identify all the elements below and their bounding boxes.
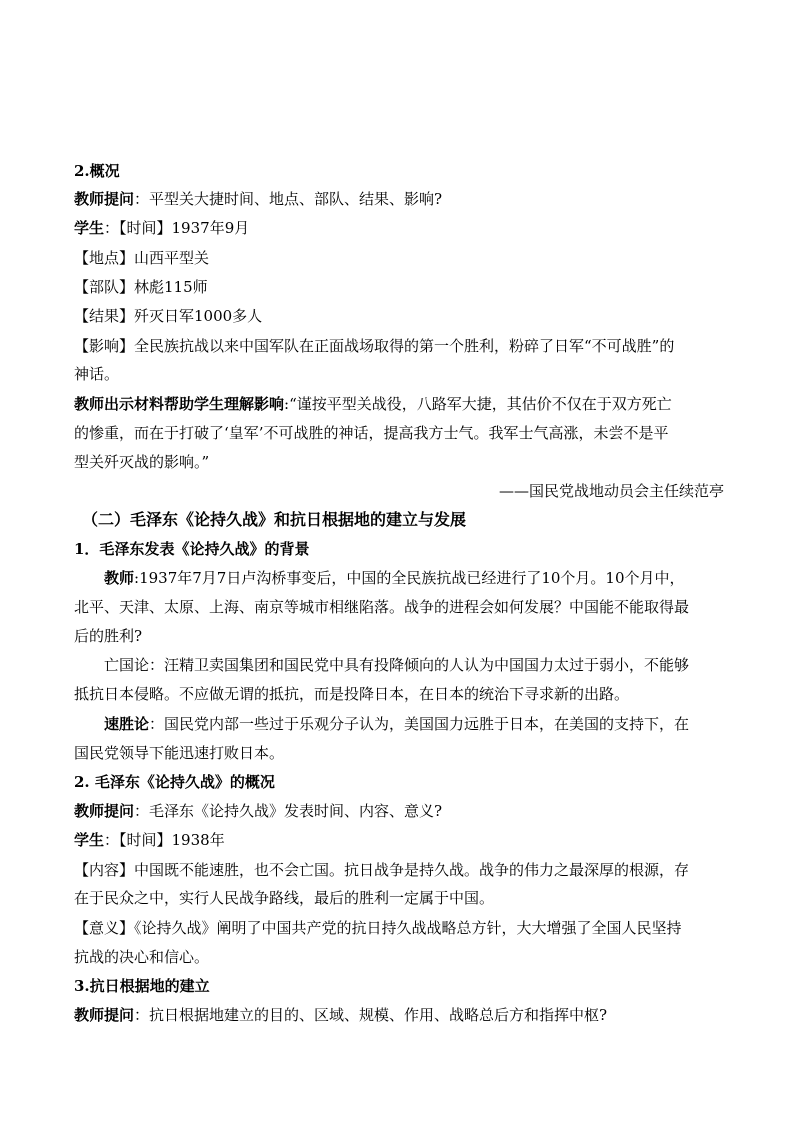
student-label: 学生 [74, 831, 105, 849]
student-answer-1 [74, 218, 724, 238]
material-label: 教师出示材料帮助学生理解影响 [74, 395, 285, 413]
part-heading: （二）毛泽东《论持久战》和抗日根据地的建立与发展 [82, 510, 467, 529]
teacher-background-text: :1937年7月7日卢沟桥事变后，中国的全民族抗战已经进行了10个月。10个月中， [134, 569, 685, 587]
material-source: ——国民党战地动员会主任续范亭 [498, 482, 724, 500]
susheng-line-1 [104, 714, 724, 734]
susheng-text: ：国民党内部一些过于乐观分子认为，美国国力远胜于日本，在美国的支持下，在 [149, 715, 690, 733]
material-line-2: 的惨重，而在于打破了‘皇军’不可战胜的神话，提高我方士气。我军士气高涨，未尝不是平 [74, 424, 669, 442]
answer-place: 【地点】山西平型关 [74, 249, 210, 267]
teacher-question-label: 教师提问 [74, 190, 135, 208]
teacher-question-2 [74, 801, 724, 821]
subsection-title-base-areas: 3.抗日根据地的建立 [74, 977, 210, 995]
section-title-overview: 2.概况 [74, 162, 120, 180]
student-answer-text: ：【时间】1937年9月 [104, 219, 250, 237]
teacher-background-line-1 [104, 568, 724, 588]
material-line-1 [74, 394, 724, 414]
teacher-question-text: ：抗日根据地建立的目的、区域、规模、作用、战略总后方和指挥中枢? [134, 1006, 608, 1024]
teacher-question-label: 教师提问 [74, 802, 135, 820]
subsection-title-background: 1．毛泽东发表《论持久战》的背景 [74, 540, 310, 558]
teacher-background-line-3: 后的胜利? [74, 627, 143, 645]
teacher-label: 教师 [104, 569, 135, 587]
susheng-label: 速胜论 [104, 715, 150, 733]
teacher-background-line-2: 北平、天津、太原、上海、南京等城市相继陷落。战争的进程会如何发展？中国能不能取得最 [74, 598, 690, 616]
susheng-line-2: 国民党领导下能迅速打败日本。 [74, 744, 285, 762]
answer-content-line-2: 在于民众之中，实行人民战争路线，最后的胜利一定属于中国。 [74, 889, 495, 907]
material-line-3: 型关歼灭战的影响。” [74, 453, 210, 471]
material-quote-start: :“谨按平型关战役，八路军大捷，其估价不仅在于双方死亡 [284, 395, 672, 413]
teacher-question-3 [74, 1005, 724, 1025]
answer-impact-line-2: 神话。 [74, 365, 120, 383]
answer-meaning-line-2: 抗战的决心和信心。 [74, 948, 210, 966]
answer-troop: 【部队】林彪115师 [74, 278, 208, 296]
answer-result: 【结果】歼灭日军1000多人 [74, 307, 263, 325]
subsection-title-overview: 2. 毛泽东《论持久战》的概况 [74, 773, 275, 791]
teacher-question-text: ：平型关大捷时间、地点、部队、结果、影响? [134, 190, 443, 208]
teacher-question-1 [74, 189, 724, 209]
answer-impact-line-1: 【影响】全民族抗战以来中国军队在正面战场取得的第一个胜利，粉碎了日军“不可战胜”的 [74, 337, 675, 355]
wangguo-line-1: 亡国论：汪精卫卖国集团和国民党中具有投降倾向的人认为中国国力太过于弱小，不能够 [104, 656, 690, 674]
student-label: 学生 [74, 219, 105, 237]
student-answer-text: ：【时间】1938年 [104, 831, 225, 849]
answer-content-line-1: 【内容】中国既不能速胜，也不会亡国。抗日战争是持久战。战争的伟力之最深厚的根源，存 [74, 861, 690, 879]
wangguo-line-2: 抵抗日本侵略。不应做无谓的抵抗，而是投降日本，在日本的统治下寻求新的出路。 [74, 685, 630, 703]
teacher-question-text: ：毛泽东《论持久战》发表时间、内容、意义? [134, 802, 443, 820]
teacher-question-label: 教师提问 [74, 1006, 135, 1024]
answer-meaning-line-1: 【意义】《论持久战》阐明了中国共产党的抗日持久战战略总方针，大大增强了全国人民坚持 [74, 919, 682, 937]
student-answer-2 [74, 830, 724, 850]
